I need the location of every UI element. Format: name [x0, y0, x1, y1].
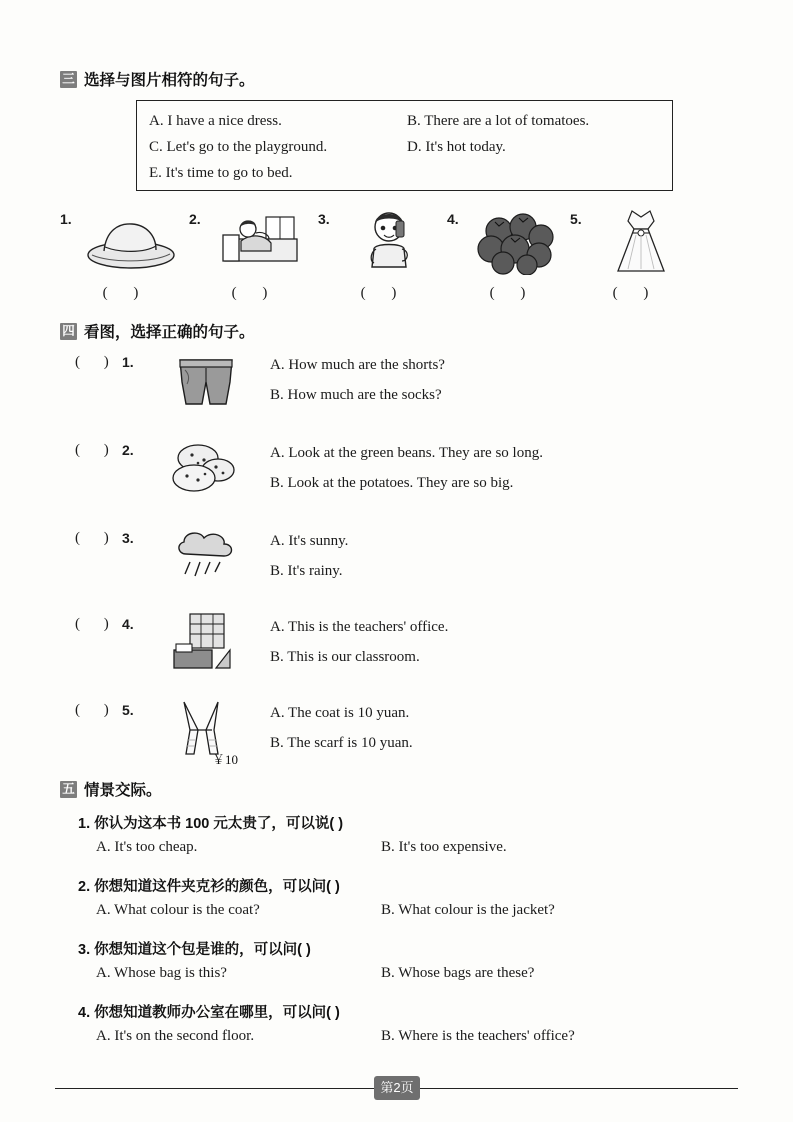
tomatoes-icon: [469, 205, 567, 275]
part3-picture-row: [60, 205, 740, 310]
part4-item-4-option-b[interactable]: B. This is our classroom.: [270, 649, 420, 665]
part5-item-2: [78, 875, 738, 919]
part3-item-5-answer[interactable]: ( ): [612, 285, 660, 301]
part3-item-2-number: 2.: [189, 211, 201, 227]
part5-item-4: [78, 1001, 738, 1045]
part5-item-1-stem[interactable]: 你认为这本书 100 元太贵了，可以说( ): [94, 816, 344, 832]
part4-item-3-number: 3.: [122, 530, 134, 546]
part3-option-a: A. I have a nice dress.: [149, 113, 282, 129]
part4-item-1-number: 1.: [122, 354, 134, 370]
part4-item-5-number: 5.: [122, 702, 134, 718]
part4-item-3-option-b[interactable]: B. It's rainy.: [270, 563, 343, 579]
section-title-5: 情景交际。: [84, 782, 162, 799]
part3-item-2-answer[interactable]: ( ): [231, 285, 279, 301]
part4-item-3-answer[interactable]: ( ): [75, 530, 119, 546]
boy-in-bed-icon: [211, 205, 309, 275]
part4-item-4-options: [270, 612, 448, 672]
section-title-4: 看图，选择正确的句子。: [84, 324, 255, 341]
part4-item-2-answer[interactable]: ( ): [75, 442, 119, 458]
part3-item-3-answer[interactable]: ( ): [360, 285, 408, 301]
part5-item-2-stem[interactable]: 你想知道这件夹克衫的颜色，可以问( ): [94, 879, 340, 895]
part4-item-5-option-b[interactable]: B. The scarf is 10 yuan.: [270, 735, 413, 751]
section-header-3: [60, 68, 255, 90]
part3-option-b: B. There are a lot of tomatoes.: [407, 113, 590, 129]
part5-item-1-number: 1.: [78, 816, 91, 832]
part5-item-2-option-b[interactable]: B. What colour is the jacket?: [381, 902, 555, 918]
part4-item-3-option-a[interactable]: A. It's sunny.: [270, 533, 349, 549]
part5-item-1-option-b[interactable]: B. It's too expensive.: [381, 839, 507, 855]
part4-item-2-option-a[interactable]: A. Look at the green beans. They are so long.: [270, 445, 543, 461]
potatoes-icon: [160, 436, 252, 502]
part3-option-e: E. It's time to go to bed.: [149, 165, 293, 181]
section-header-5: [60, 778, 162, 800]
part5-item-1-option-a[interactable]: A. It's too cheap.: [96, 839, 198, 855]
part5-item-1: [78, 812, 738, 856]
part3-options-box: [136, 100, 673, 191]
part4-item-4-option-a[interactable]: A. This is the teachers' office.: [270, 619, 449, 635]
part4-item-5-answer[interactable]: ( ): [75, 702, 119, 718]
part5-item-4-number: 4.: [78, 1005, 91, 1021]
part5-item-3-number: 3.: [78, 942, 91, 958]
section-header-4: [60, 320, 255, 342]
part5-item-2-number: 2.: [78, 879, 91, 895]
rain-cloud-icon: [160, 524, 252, 590]
part4-item-2-option-b[interactable]: B. Look at the potatoes. They are so big.: [270, 475, 514, 491]
part4-item-5-options: [270, 698, 413, 758]
part3-item-5-number: 5.: [570, 211, 582, 227]
dress-icon: [592, 205, 690, 275]
part5-item-3-option-b[interactable]: B. Whose bags are these?: [381, 965, 535, 981]
part5-item-4-option-a[interactable]: A. It's on the second floor.: [96, 1028, 255, 1044]
part4-item-1-option-b[interactable]: B. How much are the socks?: [270, 387, 442, 403]
part5-item-4-stem[interactable]: 你想知道教师办公室在哪里，可以问( ): [94, 1005, 340, 1021]
page-number: 第2页: [374, 1076, 420, 1100]
part4-item-1-option-a[interactable]: A. How much are the shorts?: [270, 357, 445, 373]
part4-item-2-options: [270, 438, 543, 498]
office-desk-icon: [160, 610, 252, 676]
section-number-4: 四: [60, 323, 77, 340]
part4-item-5-option-a[interactable]: A. The coat is 10 yuan.: [270, 705, 410, 721]
sun-hat-icon: [82, 205, 180, 275]
section-title-3: 选择与图片相符的句子。: [84, 72, 255, 89]
section-number-3: 三: [60, 71, 77, 88]
part4-item-1-answer[interactable]: ( ): [75, 354, 119, 370]
part4-item-2-number: 2.: [122, 442, 134, 458]
scarf-icon: [160, 696, 252, 766]
boy-calling-icon: [340, 205, 438, 275]
part5-item-3-option-a[interactable]: A. Whose bag is this?: [96, 965, 227, 981]
part4-item-1-options: [270, 350, 445, 410]
scarf-price-label: ￥10: [212, 752, 239, 766]
part4-item-4-number: 4.: [122, 616, 134, 632]
shorts-icon: [160, 348, 252, 414]
section-number-5: 五: [60, 781, 77, 798]
part5-item-3-stem[interactable]: 你想知道这个包是谁的，可以问( ): [94, 942, 311, 958]
part4-item-4-answer[interactable]: ( ): [75, 616, 119, 632]
part3-item-4-number: 4.: [447, 211, 459, 227]
part3-option-d: D. It's hot today.: [407, 139, 506, 155]
part4-item-3-options: [270, 526, 348, 586]
part5-item-3: [78, 938, 738, 982]
part3-item-1-number: 1.: [60, 211, 72, 227]
part3-item-1-answer[interactable]: ( ): [102, 285, 150, 301]
part5-item-4-option-b[interactable]: B. Where is the teachers' office?: [381, 1028, 575, 1044]
part5-item-2-option-a[interactable]: A. What colour is the coat?: [96, 902, 260, 918]
part3-item-3-number: 3.: [318, 211, 330, 227]
part3-item-4-answer[interactable]: ( ): [489, 285, 537, 301]
part3-option-c: C. Let's go to the playground.: [149, 139, 328, 155]
